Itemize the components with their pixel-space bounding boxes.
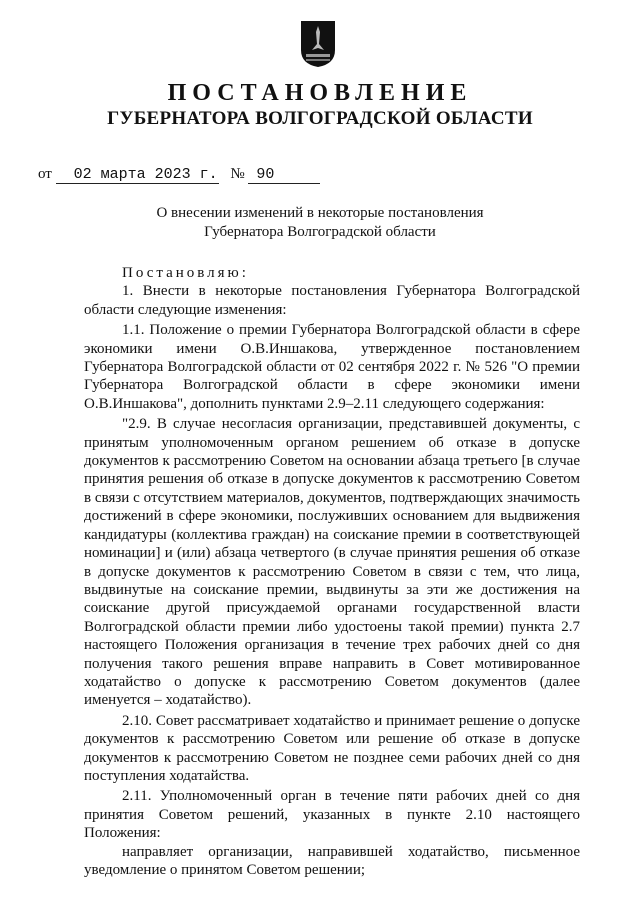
- paragraph-2-9: "2.9. В случае несогласия организации, представившей документы, с принятым уполномоченным органом решением об отказе в допуске документов к рассмотрению Советом на основании абзаца третьего [в случае принятия решения об отказе в допуске документов к рассмотрению Советом в связи с отсутствием материалов, документов, подтверждающих значимость достижений в сфере экономики, послуживших основанием для выдвижения кандидатуры (коллектива граждан) на соискание премии в соответствующей номинации] и (или) абзаца четвертого (в случае принятия решения об отказе в допуске документов к рассмотрению Советом в связи с тем, что лица, выдвинутые на соискание премии, выдвинуты за эти же достижения на соискание другой присуждаемой органами государственной власти Волгоградской области премии либо удостоены такой премии) пункта 2.7 настоящего Положения организация в течение трех рабочих дней со дня получения такого решения вправе направить в Совет мотивированное ходатайство о допуске к рассмотрению Советом документов (далее именуется – ходатайство).: [84, 416, 580, 709]
- document-number: 90: [248, 166, 320, 184]
- number-label: №: [230, 166, 245, 182]
- paragraph-2-11-item: направляет организации, направившей ходатайство, письменное уведомление о принятом Советом решении;: [84, 843, 580, 878]
- volgograd-coat-of-arms-icon: [300, 20, 336, 68]
- paragraph-1-1: 1.1. Положение о премии Губернатора Волгоградской области в сфере экономики имени О.В.Иншакова, утвержденное постановлением Губернатора Волгоградской области от 02 сентября 2022 г. № 526 "О премии Губернатора Волгоградской области в сфере экономики имени О.В.Иншакова", дополнить пунктами 2.9–2.11 следующего содержания:: [84, 322, 580, 412]
- paragraph-2-10: 2.10. Совет рассматривает ходатайство и принимает решение о допуске документов к рассмотрению Советом или решение об отказе в допуске документов к рассмотрению Советом не позднее семи рабочих дней со дня поступления ходатайства.: [84, 712, 580, 784]
- paragraph-1: 1. Внести в некоторые постановления Губернатора Волгоградской области следующие изменения:: [84, 283, 580, 318]
- document-body: [84, 264, 580, 879]
- document-subtitle: ГУБЕРНАТОРА ВОЛГОГРАДСКОЙ ОБЛАСТИ: [107, 108, 533, 129]
- document-subject: [0, 204, 640, 242]
- document-date: 02 марта 2023 г.: [56, 166, 219, 184]
- paragraph-2-11: 2.11. Уполномоченный орган в течение пяти рабочих дней со дня принятия Советом решений, указанных в пункте 2.10 настоящего Положения:: [84, 788, 580, 842]
- decree-word: Постановляю:: [122, 265, 249, 281]
- subject-line-1: О внесении изменений в некоторые постановления: [156, 205, 484, 221]
- date-label: от: [38, 166, 52, 182]
- subject-line-2: Губернатора Волгоградской области: [204, 224, 436, 240]
- document-title: ПОСТАНОВЛЕНИЕ: [167, 80, 473, 106]
- dateline: [38, 166, 320, 184]
